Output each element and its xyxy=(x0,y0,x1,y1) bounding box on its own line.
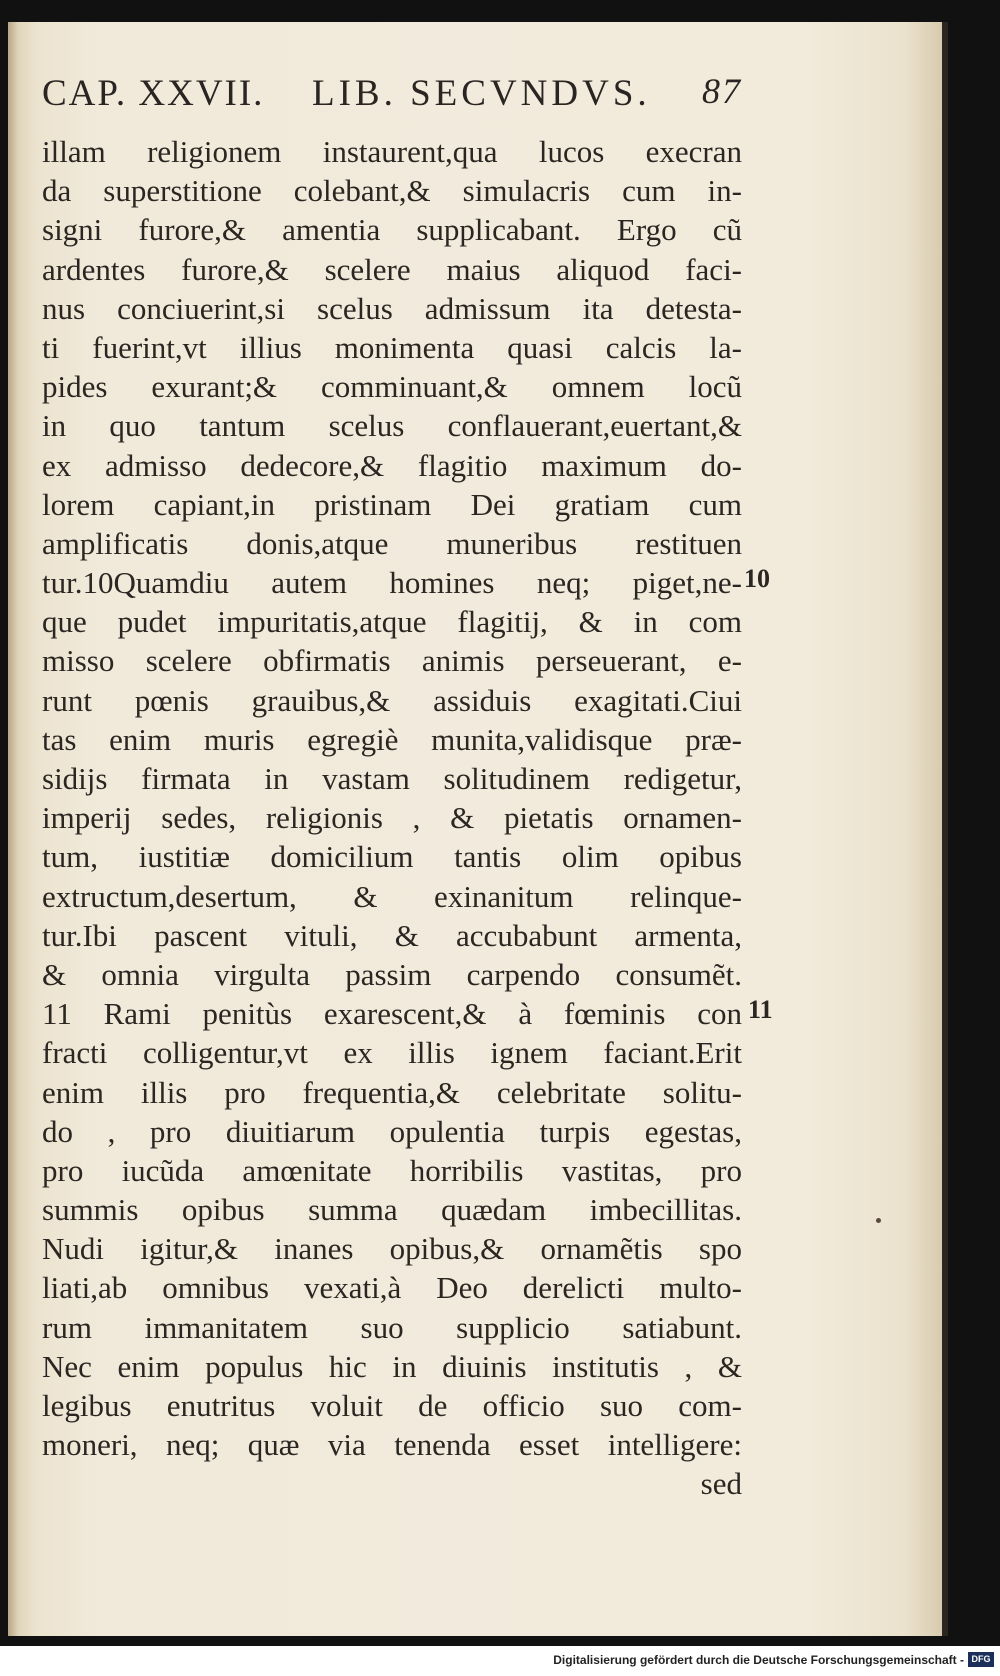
text-line: tur.10Quamdiu autem homines neq; piget,ne- xyxy=(42,565,742,601)
header-page-number: 87 xyxy=(702,71,742,111)
footer-credit: Digitalisierung gefördert durch die Deutsche Forschungsgemeinschaft - xyxy=(553,1653,964,1667)
text-line: summis opibus summa quædam imbecillitas. xyxy=(42,1192,742,1228)
digitization-footer xyxy=(0,1646,1000,1676)
text-line: & omnia virgulta passim carpendo consumẽt. xyxy=(42,956,742,992)
header-chapter: CAP. XXVII. xyxy=(42,73,265,114)
text-line: ex admisso dedecore,& flagitio maximum do- xyxy=(42,447,742,483)
text-line: pides exurant;& comminuant,& omnem locũ xyxy=(42,369,742,405)
paper-speck xyxy=(876,1218,881,1223)
text-line: 11 Rami penitùs exarescent,& à fœminis con xyxy=(42,996,742,1032)
text-line: que pudet impuritatis,atque flagitij, & in com xyxy=(42,604,742,640)
dfg-logo-icon: DFG xyxy=(968,1652,994,1667)
text-line: ardentes furore,& scelere maius aliquod faci- xyxy=(42,251,742,287)
text-line: do , pro diuitiarum opulentia turpis egestas, xyxy=(42,1113,742,1149)
page-gutter-shadow xyxy=(8,22,18,1636)
header-book: LIB. SECVNDVS. xyxy=(312,73,651,114)
text-line: illam religionem instaurent,qua lucos execran xyxy=(42,134,742,169)
text-line: ti fuerint,vt illius monimenta quasi calcis la- xyxy=(42,329,742,365)
text-line: lorem capiant,in pristinam Dei gratiam cum xyxy=(42,486,742,522)
text-line: Nec enim populus hic in diuinis institutis , & xyxy=(42,1348,742,1384)
running-header xyxy=(42,66,742,122)
text-line: imperij sedes, religionis , & pietatis ornamen- xyxy=(42,800,742,836)
text-line: amplificatis donis,atque muneribus restituen xyxy=(42,525,742,561)
margin-number-verse-11: 11 xyxy=(748,995,773,1024)
text-line: misso scelere obfirmatis animis perseuerant, e- xyxy=(42,643,742,679)
body-text xyxy=(42,132,742,1504)
text-line: moneri, neq; quæ via tenenda esset intelligere: xyxy=(42,1427,742,1463)
text-line: tur.Ibi pascent vituli, & accubabunt armenta, xyxy=(42,917,742,953)
text-line: rum immanitatem suo supplicio satiabunt. xyxy=(42,1309,742,1345)
text-line: tum, iustitiæ domicilium tantis olim opibus xyxy=(42,839,742,875)
text-line: tas enim muris egregiè munita,validisque præ- xyxy=(42,721,742,757)
text-line: in quo tantum scelus conflauerant,euertant,& xyxy=(42,408,742,444)
text-line: runt pœnis grauibus,& assiduis exagitati.Ciui xyxy=(42,682,742,718)
text-line: legibus enutritus voluit de officio suo com- xyxy=(42,1388,742,1423)
text-line: liati,ab omnibus vexati,à Deo derelicti multo- xyxy=(42,1270,742,1306)
text-line: extructum,desertum, & exinanitum relinque- xyxy=(42,878,742,914)
text-line: fracti colligentur,vt ex illis ignem faciant.Erit xyxy=(42,1035,742,1071)
catchword: sed xyxy=(700,1466,742,1502)
text-line: pro iucũda amœnitate horribilis vastitas, pro xyxy=(42,1152,742,1188)
text-line: nus conciuerint,si scelus admissum ita detesta- xyxy=(42,290,742,326)
text-line: da superstitione colebant,& simulacris cum in- xyxy=(42,173,742,209)
text-line: signi furore,& amentia supplicabant. Ergo cũ xyxy=(42,212,742,248)
book-page xyxy=(8,22,948,1636)
text-line: sidijs firmata in vastam solitudinem redigetur, xyxy=(42,761,742,796)
text-line: enim illis pro frequentia,& celebritate solitu- xyxy=(42,1074,742,1110)
margin-number-verse-10: 10 xyxy=(744,564,770,593)
text-line: Nudi igitur,& inanes opibus,& ornamẽtis spo xyxy=(42,1231,742,1267)
